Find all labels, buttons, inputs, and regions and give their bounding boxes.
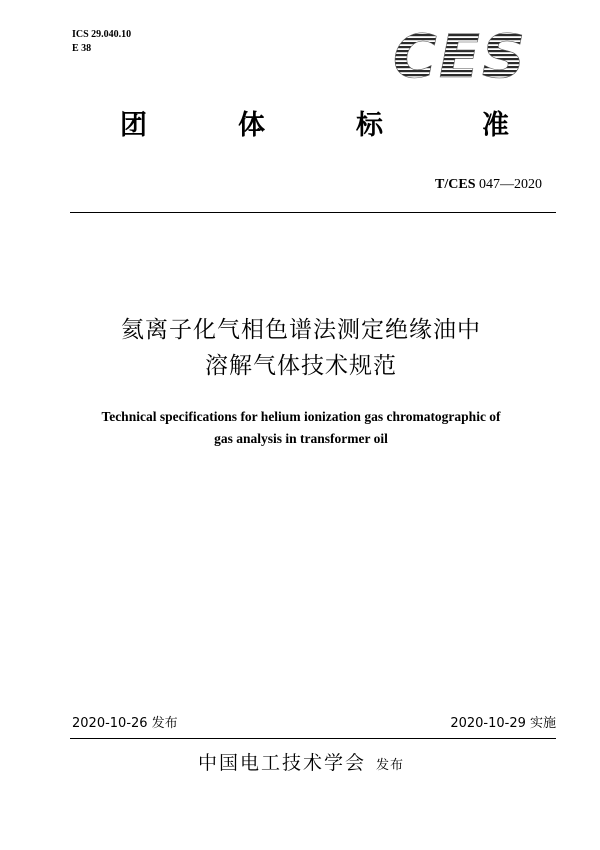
- publisher-word: 发布: [376, 758, 405, 773]
- title-chinese-line-2: 溶解气体技术规范: [205, 353, 397, 379]
- standard-type-char: 标: [356, 110, 383, 141]
- title-english-line-2: gas analysis in transformer oil: [214, 431, 388, 446]
- standard-number-prefix: T/CES: [435, 177, 476, 192]
- top-divider: [70, 212, 556, 213]
- standard-type-char: 准: [482, 110, 509, 141]
- ces-logo: [390, 26, 530, 88]
- standard-number-value: 047—2020: [479, 177, 542, 192]
- bottom-divider: [70, 738, 556, 739]
- implementation-date: 2020-10-29 实施: [450, 716, 556, 731]
- title-chinese-line-1: 氦离子化气相色谱法测定绝缘油中: [121, 317, 481, 343]
- standard-type-char: 体: [238, 110, 265, 141]
- standard-number: [435, 177, 542, 193]
- svg-text:CES: CES: [392, 26, 528, 88]
- publisher-name: 中国电工技术学会: [198, 752, 367, 774]
- ics-code: ICS 29.040.10: [72, 29, 132, 40]
- standard-type: [120, 108, 520, 144]
- publisher: [198, 749, 404, 780]
- issue-date: 2020-10-26 发布: [72, 716, 178, 731]
- standard-type-char: 团: [120, 110, 147, 141]
- title-english: [60, 406, 542, 450]
- title-chinese: [60, 312, 542, 384]
- ccs-code: E 38: [72, 43, 92, 54]
- title-english-line-1: Technical specifications for helium ionization gas chromatographic of: [101, 409, 501, 424]
